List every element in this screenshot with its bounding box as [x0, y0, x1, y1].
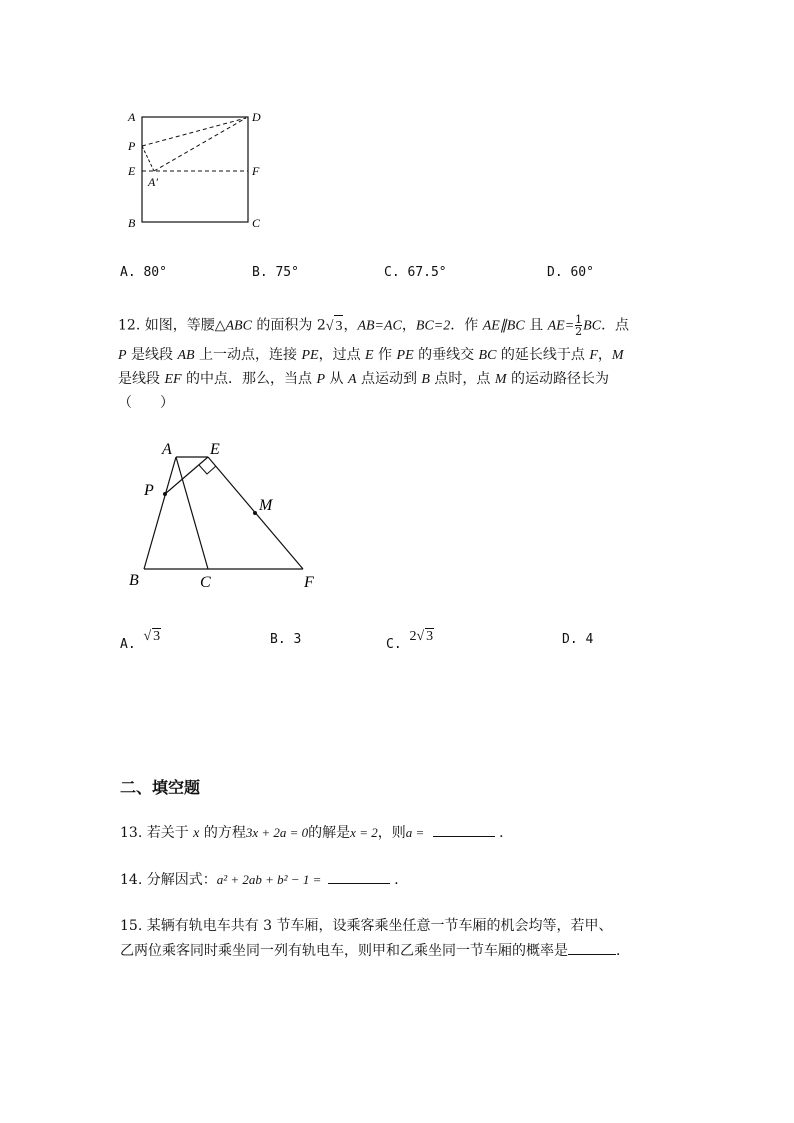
q12-sqrt: √ 3 — [326, 315, 344, 338]
q15-number: 15. — [120, 918, 147, 934]
section-title: 二、填空题 — [120, 778, 201, 797]
q12-text: ，过点 — [318, 347, 366, 363]
q12-text: 的面积为 2 — [251, 317, 326, 334]
q12-text: ．点 — [601, 317, 630, 334]
q13-text: 若关于 — [146, 825, 194, 841]
q11-option-c: C. 67.5° — [384, 265, 447, 280]
dashed-PAprime — [142, 146, 154, 171]
q12-text: 点运动到 — [356, 371, 422, 387]
q13-var-x: x — [193, 826, 200, 841]
q12-text: ， — [597, 347, 612, 363]
q13 — [120, 822, 513, 845]
label-E: E — [210, 441, 220, 458]
label-C: C — [252, 216, 261, 230]
q12-text: 的运动路径长为 — [506, 371, 609, 387]
label-E: E — [128, 164, 136, 178]
q12-ae-eq: AE= — [547, 318, 575, 334]
label-D: D — [252, 110, 261, 124]
q13-equation: 3x + 2a = 0 — [245, 825, 309, 840]
q12-text: 如图，等腰△ — [144, 317, 226, 334]
label-F: F — [304, 574, 314, 591]
q12-var: A — [347, 372, 357, 387]
option-a-sqrt-value: 3 — [153, 629, 161, 644]
q11-option-a: A. 80° — [120, 265, 167, 280]
option-c-prefix: C. — [386, 637, 402, 652]
trapezoid-figure — [120, 432, 330, 592]
q12-text: 的延长线于点 — [496, 347, 590, 363]
q13-number: 13. — [120, 825, 147, 841]
q15-line-1 — [120, 915, 613, 937]
square-fold-figure — [120, 105, 280, 235]
q13-solution: x = 2 — [350, 825, 378, 840]
q11-option-b: B. 75° — [252, 265, 299, 280]
option-c-coefficient: 2 — [409, 629, 417, 644]
q12-text: ， — [401, 317, 416, 334]
q12-var: PE — [301, 348, 319, 363]
q13-answer-blank[interactable] — [433, 822, 495, 837]
q13-text: 的解是 — [308, 825, 351, 841]
label-A: A — [128, 110, 136, 124]
q12-var: B — [421, 372, 430, 387]
q12-text: ， — [343, 317, 358, 334]
segment-PE — [165, 457, 208, 494]
q12-text: 的中点．那么，当点 — [181, 371, 317, 387]
q12-text: ．作 — [450, 317, 483, 334]
fraction-denominator: 2 — [575, 325, 583, 338]
q12-var: M — [611, 348, 624, 363]
q15-line-2 — [120, 940, 630, 962]
q12-option-d: D. 4 — [562, 632, 594, 647]
q12-var: PE — [396, 348, 414, 363]
q13-text: 的方程 — [199, 825, 246, 841]
point-M — [253, 511, 257, 515]
q14-answer-blank[interactable] — [328, 869, 390, 884]
q12-option-a — [120, 628, 161, 652]
q14-text: 分解因式： — [146, 872, 217, 888]
q12-var: M — [494, 372, 507, 387]
label-F: F — [252, 164, 260, 178]
label-M: M — [259, 497, 273, 514]
q12-line-1 — [118, 314, 718, 338]
q12-var: P — [118, 348, 127, 363]
q12-ab-ac: AB=AC — [357, 318, 402, 334]
q12-text: 且 — [524, 317, 548, 334]
segment-AC — [176, 457, 208, 569]
q15-answer-blank[interactable] — [568, 940, 616, 955]
q12-abc: ABC — [225, 318, 252, 334]
fraction-numerator: 1 — [575, 313, 583, 326]
q12-text: 上一动点，连接 — [194, 347, 302, 363]
q12-text: 作 — [373, 347, 397, 363]
option-a-prefix: A. — [120, 637, 136, 652]
q12-var: P — [316, 372, 326, 387]
q12-text: 点时，点 — [429, 371, 495, 387]
label-P: P — [128, 139, 136, 153]
label-A: A — [162, 441, 172, 458]
right-angle-mark — [199, 465, 216, 474]
q15-text: 某辆有轨电车共有 3 节车厢，设乘客乘坐任意一节车厢的机会均等，若甲、 — [146, 918, 613, 934]
q11-option-d: D. 60° — [547, 265, 594, 280]
q12-option-b: B. 3 — [270, 632, 302, 647]
square-ABCD — [142, 117, 248, 222]
q12-var: AB — [177, 348, 195, 363]
q12-fraction-half — [575, 314, 582, 337]
label-B: B — [128, 216, 136, 230]
q12-text: 从 — [325, 371, 348, 387]
q12-var: BC — [478, 348, 497, 363]
q15-text: 乙两位乘客同时乘坐同一列有轨电车，则甲和乙乘坐同一节车厢的概率是 — [120, 943, 568, 959]
q12-bc: BC — [583, 318, 602, 334]
dashed-AprimeD — [154, 118, 246, 171]
q12-text: 的垂线交 — [413, 347, 479, 363]
q13-text: ，则 — [377, 825, 406, 841]
q12-number: 12. — [118, 317, 145, 334]
q12-line-3 — [118, 368, 718, 391]
q12-text: 是线段 — [118, 371, 165, 387]
label-P: P — [144, 482, 154, 499]
q12-answer-bracket: （ ） — [118, 395, 174, 411]
dashed-PD — [142, 118, 246, 146]
q13-answer-var: a = — [405, 825, 425, 840]
q12-line-2 — [118, 344, 718, 367]
q12-option-c — [386, 628, 434, 652]
q12-ae-bc: AE∥BC — [482, 318, 525, 334]
q13-end: ． — [494, 825, 514, 841]
q14 — [120, 869, 408, 891]
label-A-prime: A′ — [148, 175, 158, 189]
q12-sqrt-value: 3 — [334, 315, 343, 338]
segment-AB — [144, 457, 176, 569]
option-a-sqrt: √ 3 — [143, 629, 161, 644]
q12-text: 是线段 — [126, 347, 178, 363]
q14-expression: a² + 2ab + b² − 1 = — [216, 872, 322, 887]
label-C: C — [200, 574, 211, 591]
q12-var: EF — [164, 372, 182, 387]
q12-var: F — [589, 348, 598, 363]
q14-number: 14. — [120, 872, 147, 888]
q12-var: E — [365, 348, 374, 363]
q12-bc2: BC=2 — [415, 318, 451, 334]
option-c-sqrt: √ 3 — [416, 629, 434, 644]
option-c-sqrt-value: 3 — [426, 629, 434, 644]
q14-end: ． — [389, 872, 409, 888]
point-P — [163, 492, 167, 496]
label-B: B — [129, 572, 139, 589]
q15-end: ． — [616, 943, 630, 959]
